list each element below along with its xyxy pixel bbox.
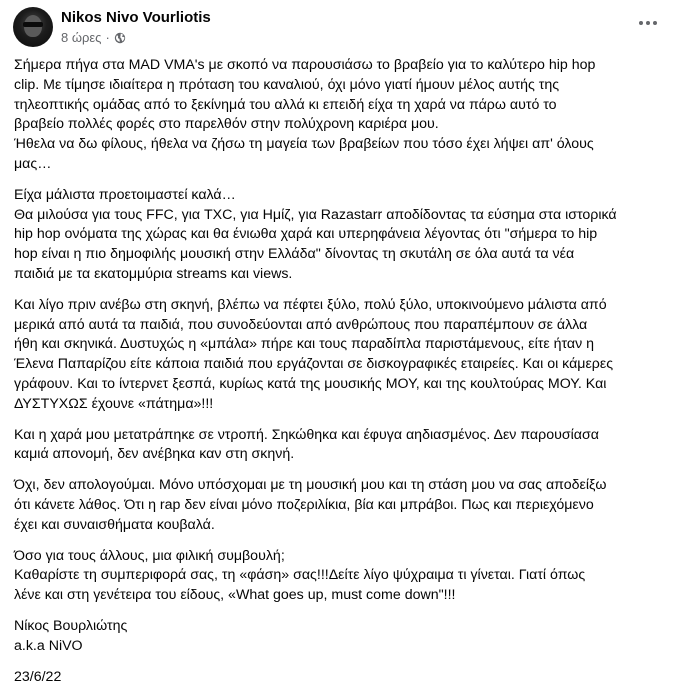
post-paragraph [14, 56, 664, 175]
post-paragraph [14, 186, 664, 285]
post-paragraph [14, 668, 664, 688]
avatar-sunglasses [23, 22, 43, 27]
post-paragraph [14, 617, 664, 657]
post-text-line: μας… [14, 155, 52, 172]
more-options-icon[interactable] [636, 14, 660, 32]
post-paragraph [14, 476, 664, 535]
post-text-line: Όχι, δεν απολογούμαι. Μόνο υπόσχομαι με τη μουσική μου και τη στάση μου να σας αποδείξω [14, 477, 607, 494]
post-text-line: ότι κάνετε λάθος. Ότι η rap δεν είναι μόνο ποζεριλίκια, βία και μπράβοι. Πως και περιεχόμενο [14, 496, 594, 513]
separator-dot: · [105, 30, 110, 45]
post-text-line: clip. Με τίμησε ιδιαίτερα η πρόταση του καναλιού, όχι μόνο γιατί ήμουν μέλος αυτής της [14, 76, 560, 93]
post-text-line: Θα μιλούσα για τους FFC, για TXC, για Ημίζ, για Razastarr αποδίδοντας τα εύσημα στα ιστορικά [14, 206, 617, 223]
post-text-line: Σήμερα πήγα στα MAD VMA's με σκοπό να παρουσιάσω το βραβείο για το καλύτερο hip hop [14, 57, 596, 73]
post-text-line: τηλεοπτικής ομάδας από το ξεκίνημά του αλλά κι επειδή είχα τη χαρά να πάρω αυτό το [14, 96, 557, 113]
more-dot [646, 21, 650, 25]
post-paragraph [14, 547, 664, 606]
post-text-line: 23/6/22 [14, 668, 62, 685]
post-paragraph [14, 426, 664, 466]
globe-icon[interactable] [114, 32, 126, 44]
post-text-line: έχει και συναισθήματα κουβαλά. [14, 516, 215, 533]
avatar[interactable] [13, 7, 53, 47]
post-text-line: a.k.a NiVO [14, 637, 83, 654]
post-text-line: ήθη και σκηνικά. Δυστυχώς η «μπάλα» πήρε και τους παραδίπλα παριστάμενους, είτε ήταν η [14, 336, 595, 353]
post-text-line: παιδιά με τα εκατομμύρια streams και views. [14, 265, 293, 282]
post-text-line: λένε και στη γενέτειρα του είδους, «What goes up, must come down"!!! [14, 587, 456, 604]
post-text-line: Όσο για τους άλλους, μια φιλική συμβουλή; [14, 547, 285, 564]
more-dot [639, 21, 643, 25]
post-text-line: ΔΥΣΤΥΧΩΣ έχουνε «πάτημα»!!! [14, 395, 214, 412]
post-text-line: μερικά από αυτά τα παιδιά, που συνοδεύονται από ανθρώπους που παραπέμπουν σε άλλα [14, 316, 588, 333]
post-meta [61, 7, 211, 47]
post-header [13, 7, 211, 47]
post-text-line: hip hop ονόματα της χώρας και θα ένιωθα χαρά και υπερηφάνεια λέγοντας ότι "σήμερα το hip [14, 226, 598, 243]
author-name[interactable]: Nikos Nivo Vourliotis [61, 9, 211, 26]
post-text-line: Νίκος Βουρλιώτης [14, 617, 128, 634]
post-text-line: Ήθελα να δω φίλους, ήθελα να ζήσω τη μαγεία των βραβείων που τόσο έχει λήψει απ' όλους [14, 136, 594, 153]
post-text-line: Είχα μάλιστα προετοιμαστεί καλά… [14, 186, 236, 203]
more-dot [653, 21, 657, 25]
post-text [14, 56, 664, 698]
post-text-line: Και η χαρά μου μετατράπηκε σε ντροπή. Σηκώθηκα και έφυγα αηδιασμένος. Δεν παρουσίασα [14, 426, 599, 443]
post-text-line: Έλενα Παπαρίζου είτε κάποια παιδιά που εργάζονται σε δισκογραφικές εταιρείες. Και οι κάμερες [14, 356, 614, 373]
post-time[interactable]: 8 ώρες [61, 30, 102, 45]
post-subline [61, 29, 211, 47]
post-text-line: βραβείο πολλές φορές στο παρελθόν στην πολύχρονη καριέρα μου. [14, 116, 439, 133]
post-text-line: Και λίγο πριν ανέβω στη σκηνή, βλέπω να πέφτει ξύλο, πολύ ξύλο, υποκινούμενο μάλιστα από [14, 296, 607, 313]
post-text-line: καμιά απονομή, δεν ανέβηκα καν στη σκηνή. [14, 446, 295, 463]
post-text-line: hop είναι η πιο δημοφιλής μουσική στην Ελλάδα" δίνοντας τη σκυτάλη σε όλα αυτά τα νέα [14, 246, 575, 263]
post-paragraph [14, 296, 664, 415]
post-text-line: γράφουν. Και το ίντερνετ ξεσπά, κυρίως κατά της μουσικής ΜΟΥ, και της κουλτούρας ΜΟΥ. Και [14, 375, 607, 392]
post-text-line: Καθαρίστε τη συμπεριφορά σας, τη «φάση» σας!!!Δείτε λίγο ψύχραιμα τι γίνεται. Γιατί όπως [14, 567, 586, 584]
